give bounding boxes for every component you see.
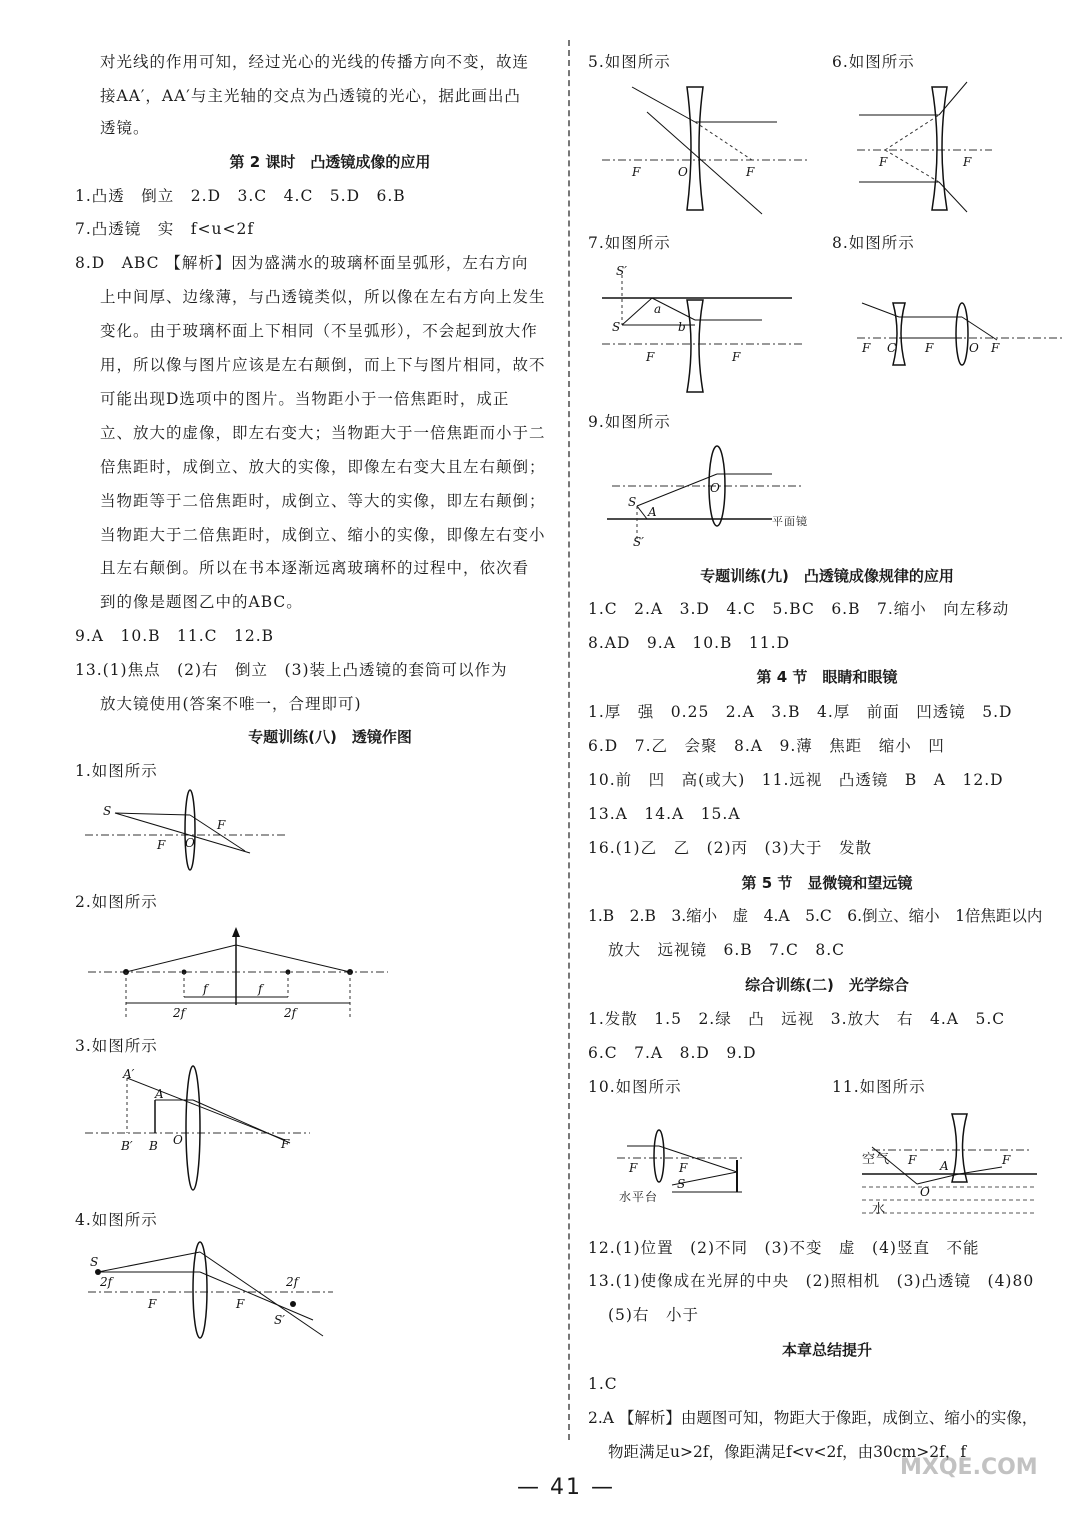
- answer-line: 9.A 10.B 11.C 12.B: [75, 627, 275, 645]
- answer-line: 6.D 7.乙 会聚 8.A 9.薄 焦距 缩小 凹: [588, 737, 945, 755]
- svg-text:O: O: [969, 341, 979, 355]
- answer-line: 1.凸透 倒立 2.D 3.C 4.C 5.D 6.B: [75, 187, 406, 205]
- svg-text:F: F: [629, 1161, 638, 1175]
- svg-text:O: O: [185, 836, 195, 850]
- figure-1: [85, 785, 305, 875]
- figure-caption: 4.如图所示: [75, 1211, 158, 1229]
- answer-line: 1.B 2.B 3.缩小 虚 4.A 5.C 6.倒立、缩小 1倍焦距以内: [588, 907, 1043, 925]
- svg-text:F: F: [157, 838, 166, 852]
- svg-text:S: S: [628, 495, 637, 509]
- svg-text:S: S: [677, 1177, 686, 1191]
- svg-text:B′: B′: [121, 1139, 133, 1153]
- answer-line: 立、放大的虚像，即左右变大；当物距大于一倍焦距而小于二: [100, 424, 546, 442]
- svg-text:S: S: [103, 804, 112, 818]
- svg-text:O: O: [920, 1185, 930, 1199]
- air-label: 空气: [862, 1152, 891, 1167]
- answer-line: 当物距等于二倍焦距时，成倒立、等大的实像，即左右颠倒；: [100, 492, 546, 510]
- svg-text:F: F: [925, 341, 934, 355]
- svg-text:F: F: [148, 1297, 157, 1311]
- answer-line: 1.C: [588, 1375, 618, 1393]
- figure-5: [602, 82, 812, 217]
- answer-line: 13.(1)焦点 (2)右 倒立 (3)装上凸透镜的套筒可以作为: [75, 661, 508, 679]
- column-divider: [568, 40, 571, 1440]
- answer-line: 放大 远视镜 6.B 7.C 8.C: [608, 941, 845, 959]
- svg-text:f: f: [203, 982, 208, 996]
- figure-caption: 7.如图所示: [588, 234, 671, 252]
- svg-text:f: f: [258, 982, 263, 996]
- answer-line: 7.凸透镜 实 f<u<2f: [75, 220, 255, 238]
- svg-text:S′: S′: [633, 535, 644, 549]
- svg-text:2f: 2f: [284, 1006, 297, 1020]
- svg-text:F: F: [908, 1153, 917, 1167]
- svg-text:O: O: [678, 165, 688, 179]
- answer-line: 1.发散 1.5 2.绿 凸 远视 3.放大 右 4.A 5.C: [588, 1010, 1006, 1028]
- figure-9: [602, 444, 832, 554]
- intro-line: 透镜。: [100, 119, 150, 137]
- water-label: 水: [872, 1202, 887, 1217]
- intro-line: 对光线的作用可知，经过光心的光线的传播方向不变，故连: [100, 53, 530, 71]
- svg-text:2f: 2f: [286, 1275, 299, 1289]
- svg-text:O: O: [710, 481, 720, 495]
- figure-caption: 6.如图所示: [832, 53, 915, 71]
- figure-8: [857, 300, 1067, 370]
- intro-line: 接AA′，AA′与主光轴的交点为凸透镜的光心，据此画出凸: [100, 87, 521, 105]
- svg-text:B: B: [149, 1139, 158, 1153]
- svg-text:S′: S′: [616, 264, 627, 278]
- answer-line: 13.(1)使像成在光屏的中央 (2)照相机 (3)凸透镜 (4)80: [588, 1272, 1035, 1290]
- figure-7: [602, 265, 812, 400]
- svg-text:F: F: [862, 341, 871, 355]
- svg-text:S: S: [612, 320, 621, 334]
- answer-line: 当物距大于二倍焦距时，成倒立、缩小的实像，即像左右变小: [100, 526, 546, 544]
- answer-line: 上中间厚、边缘薄，与凸透镜类似，所以像在左右方向上发生: [100, 288, 546, 306]
- svg-text:F: F: [217, 818, 226, 832]
- answer-line: 8.AD 9.A 10.B 11.D: [588, 634, 791, 652]
- figure-caption: 9.如图所示: [588, 413, 671, 431]
- section-title: 综合训练(二) 光学综合: [745, 976, 909, 994]
- answer-line: 1.厚 强 0.25 2.A 3.B 4.厚 前面 凹透镜 5.D: [588, 703, 1013, 721]
- figure-6: [857, 82, 1057, 217]
- figure-3: [85, 1068, 315, 1198]
- svg-text:A: A: [648, 505, 657, 519]
- answer-line: 倍焦距时，成倒立、放大的实像，即像左右变大且左右颠倒；: [100, 458, 546, 476]
- figure-caption: 11.如图所示: [832, 1078, 926, 1096]
- answer-line: 6.C 7.A 8.D 9.D: [588, 1044, 757, 1062]
- svg-text:F: F: [746, 165, 755, 179]
- answer-line: (5)右 小于: [608, 1306, 699, 1324]
- section-title: 第 4 节 眼睛和眼镜: [756, 668, 898, 686]
- section-title: 第 5 节 显微镜和望远镜: [741, 874, 913, 892]
- figure-caption: 10.如图所示: [588, 1078, 682, 1096]
- svg-text:F: F: [679, 1161, 688, 1175]
- answer-line: 1.C 2.A 3.D 4.C 5.BC 6.B 7.缩小 向左移动: [588, 600, 1010, 618]
- answer-line: 到的像是题图乙中的ABC。: [100, 593, 303, 611]
- svg-text:S′: S′: [274, 1313, 285, 1327]
- svg-text:A′: A′: [123, 1067, 135, 1081]
- answer-line: 放大镜使用(答案不唯一，合理即可): [100, 695, 362, 713]
- figure-2: [88, 925, 398, 1025]
- svg-text:2f: 2f: [100, 1275, 113, 1289]
- section-title: 第 2 课时 凸透镜成像的应用: [229, 153, 431, 171]
- answer-line: 12.(1)位置 (2)不同 (3)不变 虚 (4)竖直 不能: [588, 1239, 980, 1257]
- answer-line: 且左右颠倒。所以在书本逐渐远离玻璃杯的过程中，依次看: [100, 559, 530, 577]
- svg-text:F: F: [632, 165, 641, 179]
- figure-caption: 2.如图所示: [75, 893, 158, 911]
- svg-text:C: C: [887, 341, 897, 355]
- svg-text:b: b: [678, 320, 686, 334]
- answer-line: 16.(1)乙 乙 (2)丙 (3)大于 发散: [588, 839, 873, 857]
- svg-text:S: S: [90, 1255, 99, 1269]
- svg-text:F: F: [236, 1297, 245, 1311]
- answer-line: 13.A 14.A 15.A: [588, 805, 741, 823]
- svg-text:F: F: [646, 350, 655, 364]
- figure-caption: 8.如图所示: [832, 234, 915, 252]
- svg-text:A: A: [940, 1159, 949, 1173]
- mirror-label: 平面镜: [772, 515, 808, 528]
- answer-line: 可能出现D选项中的图片。当物距小于一倍焦距时，成正: [100, 390, 510, 408]
- section-title: 专题训练(八) 透镜作图: [248, 728, 412, 746]
- answer-line: 物距满足u>2f，像距满足f<v<2f，由30cm>2f，f: [608, 1443, 967, 1461]
- table-label: 水平台: [619, 1190, 659, 1204]
- svg-text:2f: 2f: [173, 1006, 186, 1020]
- svg-text:F: F: [879, 155, 888, 169]
- svg-text:F: F: [991, 341, 1000, 355]
- figure-caption: 1.如图所示: [75, 762, 158, 780]
- answer-line: 变化。由于玻璃杯面上下相同（不呈弧形），不会起到放大作: [100, 322, 538, 340]
- section-title: 专题训练(九) 凸透镜成像规律的应用: [700, 567, 954, 585]
- figure-caption: 5.如图所示: [588, 53, 671, 71]
- figure-4: [88, 1240, 338, 1340]
- page-number: — 41 —: [517, 1475, 615, 1500]
- section-title: 本章总结提升: [781, 1341, 872, 1359]
- answer-line: 用，所以像与图片应该是左右颠倒，而上下与图片相同，故不: [100, 356, 546, 374]
- answer-line: 10.前 凹 高(或大) 11.远视 凸透镜 B A 12.D: [588, 771, 1004, 789]
- answer-line: 8.D ABC 【解析】因为盛满水的玻璃杯面呈弧形，左右方向: [75, 254, 529, 272]
- svg-text:F: F: [281, 1137, 290, 1151]
- figure-caption: 3.如图所示: [75, 1037, 158, 1055]
- svg-text:F: F: [1002, 1153, 1011, 1167]
- watermark: MXQE.COM: [900, 1455, 1038, 1480]
- answer-line: 2.A 【解析】由题图可知，物距大于像距，成倒立、缩小的实像，: [588, 1409, 1038, 1427]
- svg-text:F: F: [963, 155, 972, 169]
- svg-text:A: A: [155, 1087, 164, 1101]
- svg-text:F: F: [732, 350, 741, 364]
- svg-text:O: O: [173, 1133, 183, 1147]
- svg-text:a: a: [654, 302, 662, 316]
